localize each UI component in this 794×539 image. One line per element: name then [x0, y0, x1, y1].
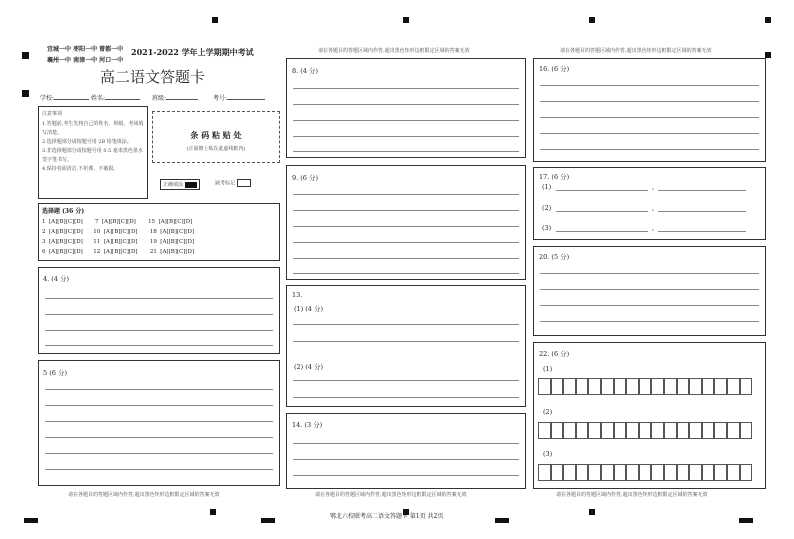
- answer-line: [45, 469, 273, 470]
- choice-row[interactable]: 2 [A][B][C][D] 10 [A][B][C][D] 18 [A][B][C][D]: [42, 229, 195, 235]
- answer-line: [556, 231, 648, 232]
- character-grid[interactable]: [538, 464, 752, 481]
- question-17-item-label: (1): [542, 183, 552, 191]
- answer-line: [540, 117, 759, 118]
- answer-line: [45, 421, 273, 422]
- timing-mark: [765, 17, 771, 23]
- question-4-box[interactable]: [38, 267, 280, 354]
- question-14-box[interactable]: [286, 413, 526, 489]
- answer-line: [45, 330, 273, 331]
- question-5-box[interactable]: [38, 360, 280, 486]
- answer-line: [293, 151, 519, 152]
- choice-title: 选择题 (36 分): [42, 208, 85, 215]
- exam-no-field[interactable]: [213, 93, 265, 102]
- answer-line: [658, 190, 746, 191]
- schools-line-2: 襄州一中 南漳一中 河口一中: [47, 57, 124, 64]
- question-22-label: 22. (6 分): [539, 350, 570, 358]
- timing-mark: [495, 518, 509, 523]
- timing-mark: [24, 518, 38, 523]
- question-13-label: 13.: [292, 291, 303, 299]
- timing-mark: [210, 509, 216, 515]
- answer-line: [293, 397, 519, 398]
- barcode-title: 条 码 粘 贴 处: [190, 130, 242, 140]
- answer-line: [293, 194, 519, 195]
- class-label: 班级:: [152, 95, 167, 102]
- fill-correct-label: 正确填涂: [163, 182, 184, 188]
- answer-line: [556, 190, 648, 191]
- question-8-box[interactable]: [286, 58, 526, 158]
- question-13-part-1-label: (1) (4 分): [294, 305, 324, 313]
- comma: ,: [652, 224, 655, 232]
- answer-line: [540, 101, 759, 102]
- notes-box: [38, 106, 148, 199]
- choice-row[interactable]: 1 [A][B][C][D] 7 [A][B][C][D] 15 [A][B][C][D]: [42, 219, 193, 225]
- name-label: 姓名:: [91, 95, 106, 102]
- answer-line: [658, 211, 746, 212]
- timing-mark: [589, 509, 595, 515]
- answer-line: [45, 437, 273, 438]
- answer-line: [293, 443, 519, 444]
- timing-mark: [403, 17, 409, 23]
- answer-line: [540, 149, 759, 150]
- question-22-item-label: (2): [543, 408, 553, 416]
- notes-item: 2.选择题部分请按题号用 2B 铅笔填涂。: [42, 139, 132, 145]
- choice-row[interactable]: 3 [A][B][C][D] 11 [A][B][C][D] 19 [A][B][C][D]: [42, 239, 195, 245]
- absent-checkbox[interactable]: [237, 179, 251, 187]
- timing-mark: [261, 518, 275, 523]
- timing-mark: [212, 17, 218, 23]
- answer-line: [556, 211, 648, 212]
- question-14-label: 14. (3 分): [292, 421, 323, 429]
- answer-line: [45, 298, 273, 299]
- question-16-label: 16. (6 分): [539, 65, 570, 73]
- answer-line: [293, 258, 519, 259]
- name-field[interactable]: [91, 93, 140, 102]
- fill-correct-sample: [160, 179, 200, 190]
- card-title: 高二语文答题卡: [100, 68, 206, 86]
- answer-line: [45, 389, 273, 390]
- answer-line: [540, 321, 759, 322]
- school-field[interactable]: [40, 93, 89, 102]
- question-20-box[interactable]: [533, 246, 766, 336]
- schools-line-1: 宜城一中 枣阳一中 曾都一中: [47, 46, 124, 53]
- answer-line: [540, 273, 759, 274]
- exam-no-label: 考号:: [213, 95, 228, 102]
- answer-line: [658, 231, 746, 232]
- question-9-label: 9. (6 分): [292, 174, 319, 182]
- barcode-area: [152, 111, 280, 163]
- exam-title: 2021-2022 学年上学期期中考试: [131, 47, 254, 57]
- question-17-box[interactable]: [533, 167, 766, 240]
- answer-line: [293, 120, 519, 121]
- warning-text: 请在各题目的答题区域内作答,超出黑色矩形边框限定区域的答案无效: [556, 492, 708, 498]
- timing-mark: [22, 52, 29, 59]
- answer-line: [293, 341, 519, 342]
- answer-line: [293, 475, 519, 476]
- choice-section: [38, 203, 280, 261]
- warning-text: 请在各题目的答题区域内作答,超出黑色矩形边框限定区域的答案无效: [560, 48, 712, 54]
- class-field[interactable]: [152, 93, 198, 102]
- warning-text: 请在各题目的答题区域内作答,超出黑色矩形边框限定区域的答案无效: [318, 48, 470, 54]
- question-5-label: 5 (6 分): [43, 369, 67, 377]
- timing-mark: [22, 90, 29, 97]
- answer-line: [540, 133, 759, 134]
- answer-line: [540, 85, 759, 86]
- answer-line: [540, 305, 759, 306]
- timing-mark: [589, 17, 595, 23]
- question-16-box[interactable]: [533, 58, 766, 162]
- question-22-item-label: (3): [543, 450, 553, 458]
- answer-line: [45, 345, 273, 346]
- character-grid[interactable]: [538, 378, 752, 395]
- comma: ,: [652, 204, 655, 212]
- absent-mark-label: 缺考标记: [215, 180, 236, 187]
- question-13-part-2-label: (2) (4 分): [294, 363, 324, 371]
- answer-line: [293, 226, 519, 227]
- answer-line: [293, 88, 519, 89]
- absent-mark[interactable]: [215, 179, 251, 187]
- question-17-item-label: (3): [542, 224, 552, 232]
- answer-line: [45, 314, 273, 315]
- question-9-box[interactable]: [286, 165, 526, 280]
- question-17-label: 17. (6 分): [539, 173, 570, 181]
- choice-row[interactable]: 6 [A][B][C][D] 12 [A][B][C][D] 21 [A][B][C][D]: [42, 249, 195, 255]
- question-8-label: 8. (4 分): [292, 67, 319, 75]
- answer-line: [293, 136, 519, 137]
- barcode-subtitle: (正面朝上贴在此虚线框内): [186, 146, 246, 152]
- notes-item: 4.保持卷面清洁,不折叠、不破损。: [42, 166, 119, 172]
- question-20-label: 20. (5 分): [539, 253, 570, 261]
- answer-line: [45, 453, 273, 454]
- page-footer: 鄂北六校联考高二语文答题卡 第1页 共2页: [330, 513, 444, 520]
- school-label: 学校:: [40, 95, 55, 102]
- answer-line: [293, 273, 519, 274]
- answer-line: [293, 210, 519, 211]
- answer-line: [293, 104, 519, 105]
- question-4-label: 4. (4 分): [43, 275, 70, 283]
- question-22-item-label: (1): [543, 365, 553, 373]
- notes-item: 1.答题前,考生先将自己的姓名、班级、考场填写清楚。: [42, 121, 144, 136]
- comma: ,: [652, 183, 655, 191]
- question-17-item-label: (2): [542, 204, 552, 212]
- warning-text: 请在各题目的答题区域内作答,超出黑色矩形边框限定区域的答案无效: [315, 492, 467, 498]
- answer-line: [540, 289, 759, 290]
- answer-line: [293, 380, 519, 381]
- notes-title: 注意事项: [42, 111, 63, 117]
- answer-line: [293, 324, 519, 325]
- answer-line: [293, 459, 519, 460]
- question-13-box[interactable]: [286, 285, 526, 407]
- notes-item: 3.非选择题部分请按题号用 0.5 毫米黑色墨水签字笔书写。: [42, 148, 143, 163]
- warning-text: 请在各题目的答题区域内作答,超出黑色矩形边框限定区域的答案无效: [68, 492, 220, 498]
- character-grid[interactable]: [538, 422, 752, 439]
- question-22-box[interactable]: [533, 342, 766, 489]
- answer-line: [293, 242, 519, 243]
- answer-line: [45, 405, 273, 406]
- timing-mark: [739, 518, 753, 523]
